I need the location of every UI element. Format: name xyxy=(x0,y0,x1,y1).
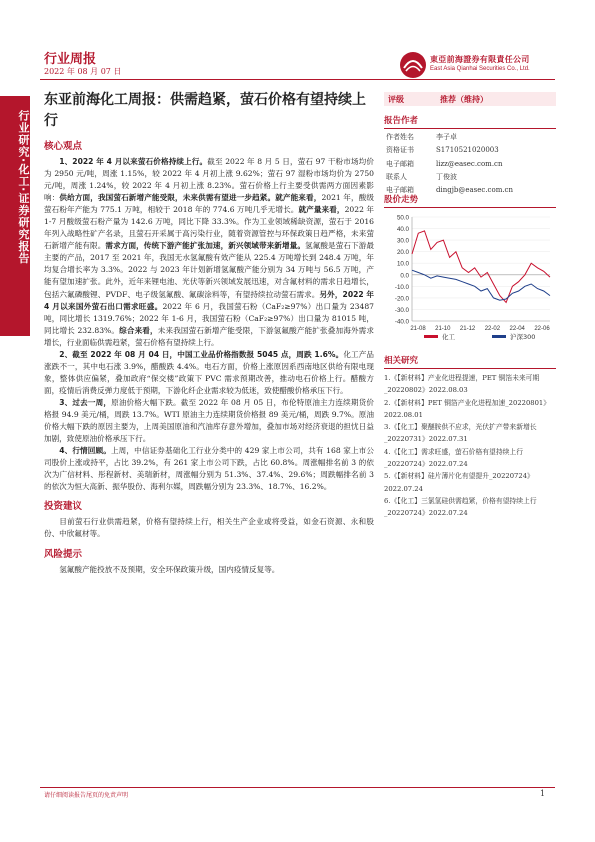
y-tick-label: 0.0 xyxy=(400,272,409,280)
y-tick-label: -30.0 xyxy=(394,306,409,314)
related-heading: 相关研究 xyxy=(384,356,419,366)
footer-disclaimer: 请仔细阅读报告尾页的免责声明 xyxy=(44,792,129,799)
y-tick-label: -10.0 xyxy=(394,283,409,291)
author-row-value: S1710521020003 xyxy=(436,146,499,155)
risk-text: 氢氟酸产能投放不及预期，安全环保政策升级，国内疫情反复等。 xyxy=(59,565,280,575)
author-row-key: 联系人 xyxy=(386,172,407,181)
x-tick-label: 21-08 xyxy=(410,326,426,332)
core-text-run: 化工产品涨跌不一，其中电石涨 3.9%，醋酸跌 4.4%。电石方面，价格上涨原因系西南地区供给有限电现象，整体供应偏紧，叠加政府“保交楼”政策下 PVC 需求预期改善，推动电石价格上行。醋酸方面，疫情后消费反弹力度低于预期，下游化纤企业需求较为低迷，致使醋酸价格承压下行。 xyxy=(44,349,375,395)
x-tick-label: 21-10 xyxy=(435,326,451,332)
core-bold-run: 另外，2022 年 4 月以来国外萤石出口需求旺盛。 xyxy=(44,289,375,311)
series-line-0 xyxy=(412,231,550,303)
core-text-run: 2022 年 6 月，我国萤石粉（CaF₂≥97%）出口量为 23487 吨，同比增长 1319.76%；2022 年 1-6 月，我国萤石粉（CaF₂≥97%）出口量为 81015 吨，同比增长 232.83%。 xyxy=(44,301,374,335)
author-divider xyxy=(384,128,556,129)
legend-swatch xyxy=(424,335,438,338)
report-date: 2022 年 08 月 07 日 xyxy=(44,67,122,76)
core-text-run: 截至 2022 年 8 月 5 日，萤石 97 干粉市场均价为 2950 元/吨，周涨 1.15%，较 2022 年 4 月初上涨 9.62%；萤石 97 湿粉市场均价为 2750 元/吨，周涨 1.24%，较 2022 年 4 月初上涨 8.23%。萤石价格上行主要受供需两方面因素影响： xyxy=(44,157,374,203)
core-paragraph xyxy=(44,156,374,349)
legend-label: 化工 xyxy=(442,333,455,341)
x-tick-label: 22-06 xyxy=(534,326,550,332)
related-divider xyxy=(384,368,556,369)
rating-value: 推荐（维持） xyxy=(440,95,488,104)
related-item: 2.《【新材料】PET 铜箔产业化进程加速_20220801》2022.08.01 xyxy=(384,398,551,419)
core-heading: 核心观点 xyxy=(44,141,83,152)
related-item: 3.《【化工】聚醚胺供不应求，光伏扩产带来新增长_20220731》2022.07.31 xyxy=(384,423,537,444)
core-body xyxy=(44,156,374,493)
author-info xyxy=(384,131,556,197)
author-section xyxy=(384,114,556,197)
y-tick-label: 10.0 xyxy=(396,260,409,268)
core-bold-run: 1、2022 年 4 月以来萤石价格持续上行。 xyxy=(59,157,208,166)
core-paragraph xyxy=(44,349,374,397)
x-tick-label: 21-12 xyxy=(459,326,476,332)
company-logo-icon xyxy=(398,50,428,80)
author-row xyxy=(386,144,556,157)
core-bold-run: 2、截至 2022 年 08 月 04 日，中国工业品价格指数报 5045 点，周跌 1.6%。 xyxy=(59,349,344,359)
related-item: 4.《【化工】需求旺盛，萤石价格有望持续上行_20220724》2022.07.24 xyxy=(384,447,524,469)
company-name-cn: 東亞前海證券有限責任公司 xyxy=(430,55,530,64)
author-row xyxy=(386,131,556,144)
advice-text: 目前萤石行业供需趋紧，价格有望持续上行，相关生产企业或将受益，如金石资源、永和股份、中欣氟材等。 xyxy=(44,517,374,539)
author-row xyxy=(386,171,556,184)
related-item: 6.《【化工】三氯氢硅供需趋紧，价格有望持续上行_20220724》2022.07.24 xyxy=(384,496,537,518)
rating-label: 评级 xyxy=(388,95,404,104)
report-title: 东亚前海化工周报：供需趋紧，萤石价格有望持续上行 xyxy=(44,92,366,129)
related-section xyxy=(384,354,556,520)
author-row-key: 作者姓名 xyxy=(386,133,414,141)
core-text-run: 原油价格大幅下跌。截至 2022 年 08 月 05 日，布伦特原油主力连续期货价格报 94.9 美元/桶，周跌 13.7%。WTI 原油主力连续期货价格报 89 美元/桶，周跌 9.7%。原油价格大幅下跌的原因主要为，上周美国原油和汽油库存意外增加，叠加市场对经济衰退的担忧日益加剧，致使原油价格承压下行。 xyxy=(44,397,374,444)
page-number: 1 xyxy=(540,789,546,798)
author-row-value: lizz@easec.com.cn xyxy=(436,159,503,168)
y-tick-label: 40.0 xyxy=(396,226,409,234)
core-bold-run: 需求方面，传统下游产能扩张加速，新兴领域带来新增量。 xyxy=(105,241,306,251)
core-bold-run: 就产量来看， xyxy=(298,205,345,215)
core-text-run: 未来我国萤石新增产能受限，下游氢氟酸产能扩张叠加海外需求增长，行业面临供需趋紧，萤石价格有望持续上行。 xyxy=(44,325,374,347)
author-row-value: 李子卓 xyxy=(436,133,457,141)
core-bold-run: 综合来看， xyxy=(119,325,158,335)
core-bold-run: 供给方面，我国萤石新增产能受限，未来供需有望进一步趋紧。就产能来看， xyxy=(59,193,322,203)
core-paragraph xyxy=(44,445,374,493)
author-row-value: dingjb@easec.com.cn xyxy=(436,186,513,195)
header-divider xyxy=(40,79,555,80)
core-text-run: 上周，中信证券基础化工行业分类中的 429 家上市公司，共有 168 家上市公司股价上涨或持平，占比 39.2%，有 261 家上市公司下跌，占比 60.8%。周涨幅排名前 3 的依次为广信材料、彤程新材、美瑞新材，周涨幅分别为 51.3%、37.4%、29.6%；周跌幅排名前 3 的依次为恒大高新、振华股份、海利尔媒，周跌幅分别为 23.3%、18.7%、16.2%。 xyxy=(44,446,374,492)
price-divider xyxy=(384,207,556,208)
author-row-key: 电子邮箱 xyxy=(386,186,414,195)
core-text-run: 2022 年 1-7 月酸级萤石粉产量为 142.6 万吨，同比下降 33.3%。作为工业领域稀缺资源，萤石于 2016 年列入战略性矿产名录，且萤石开采属于高污染行业，随着资源管控与环保政策日趋严格，未来萤石新增产能有限。 xyxy=(44,205,374,251)
related-item: 1.《【新材料】产业化进程提速，PET 铜箔未来可期_20220802》2022.08.03 xyxy=(384,374,540,395)
y-tick-label: 20.0 xyxy=(396,249,409,257)
y-tick-label: 30.0 xyxy=(396,237,409,245)
price-section xyxy=(384,193,556,351)
category-band-text: 行业研究·化工·证券研究报告 xyxy=(17,110,30,265)
advice-heading: 投资建议 xyxy=(44,501,83,513)
x-tick-label: 22-04 xyxy=(509,326,525,332)
core-text-run: 氢氟酸是萤石下游最主要的产品，2017 至 2021 年，我国无水氢氟酸有效产能从 225.4 万吨增长到 248.4 万吨，年均复合增长率为 3.3%。2022 与 2023 年计划新增氢氟酸产能分别为 34 万吨与 56.5 万吨，产能有望加速扩张。此外，近年来锂电池、光伏等新兴领域发展迅速，对含氟材料的需求日趋增长，包括六氟磷酸锂、PVDF、电子级氢氟酸、氟碳涂料等，有望持续拉动萤石需求。 xyxy=(44,241,375,299)
rating-box xyxy=(384,92,556,106)
author-row-key: 电子邮箱 xyxy=(386,159,414,168)
author-row-key: 资格证书 xyxy=(386,146,414,155)
company-name-en: East Asia Qianhai Securities Co., Ltd. xyxy=(430,66,530,72)
core-bold-run: 4、行情回顾。 xyxy=(59,446,111,456)
y-tick-label: -40.0 xyxy=(394,318,409,326)
price-chart xyxy=(384,211,556,347)
core-text-run: 2021 年，酸级萤石粉年产能为 775.1 万吨，相较于 2018 年的 774.6 万吨几乎无增长。 xyxy=(44,193,375,215)
risk-heading: 风险提示 xyxy=(44,549,83,561)
author-heading: 报告作者 xyxy=(384,116,419,126)
author-row xyxy=(386,158,556,171)
core-paragraph xyxy=(44,397,374,445)
author-row-value: 丁俊波 xyxy=(436,172,457,181)
y-tick-label: 50.0 xyxy=(396,214,409,222)
report-type-label: 行业周报 xyxy=(44,52,97,67)
footer-divider xyxy=(40,787,555,788)
x-tick-label: 22-02 xyxy=(484,326,501,332)
legend-swatch xyxy=(492,335,506,338)
y-tick-label: -20.0 xyxy=(394,295,409,303)
related-item: 5.《【新材料】硅片薄片化有望提升_20220724》2022.07.24 xyxy=(384,472,534,493)
price-heading: 股价走势 xyxy=(384,195,419,205)
core-bold-run: 3、过去一周， xyxy=(59,397,112,407)
main-column xyxy=(44,138,374,576)
related-list xyxy=(384,372,556,520)
legend-label: 沪深300 xyxy=(510,333,536,341)
